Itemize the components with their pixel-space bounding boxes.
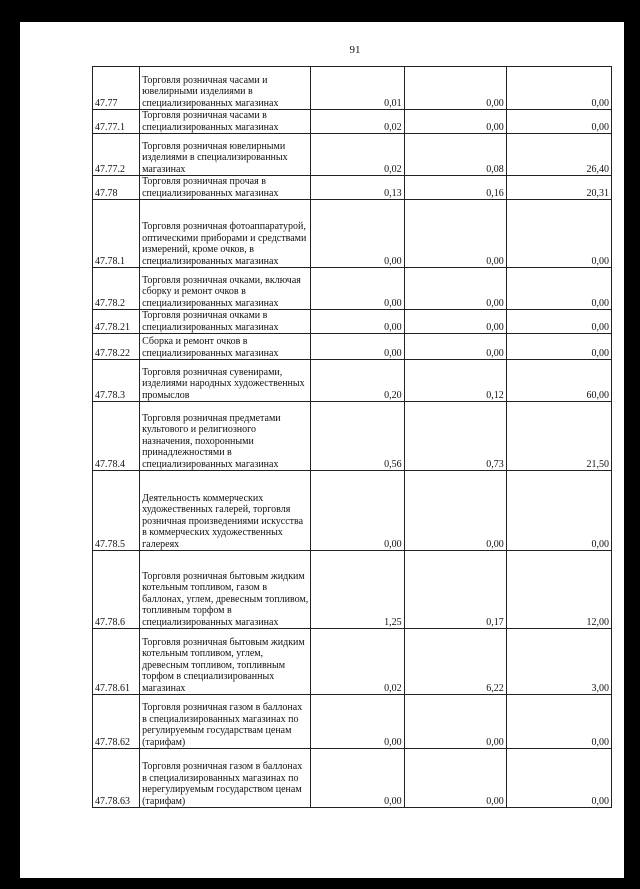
row-name: Сборка и ремонт очков в специализированных магазинах	[140, 334, 311, 360]
table-row	[93, 749, 612, 808]
page-number: 91	[349, 44, 361, 56]
row-name: Торговля розничная часами и ювелирными изделиями в специализированных магазинах	[140, 67, 311, 110]
row-value-3: 0,00	[506, 471, 611, 551]
row-value-1: 0,00	[311, 334, 404, 360]
row-code: 47.78.2	[93, 268, 140, 310]
row-value-1: 0,02	[311, 134, 404, 176]
row-value-1: 0,00	[311, 471, 404, 551]
row-value-2: 0,17	[404, 551, 506, 629]
table-row	[93, 402, 612, 471]
row-value-3: 60,00	[506, 360, 611, 402]
row-value-3: 0,00	[506, 110, 611, 134]
row-name: Торговля розничная бытовым жидким котельным топливом, газом в баллонах, углем, древесным топливом, топливным торфом в специализированных магазинах	[140, 551, 311, 629]
row-code: 47.78.1	[93, 200, 140, 268]
table-row	[93, 471, 612, 551]
row-value-2: 0,00	[404, 334, 506, 360]
row-name: Торговля розничная прочая в специализированных магазинах	[140, 176, 311, 200]
row-value-1: 0,00	[311, 200, 404, 268]
row-code: 47.77.1	[93, 110, 140, 134]
row-name: Торговля розничная очками в специализированных магазинах	[140, 310, 311, 334]
okved-table	[92, 66, 612, 808]
table-row	[93, 360, 612, 402]
row-value-3: 3,00	[506, 629, 611, 695]
row-value-1: 0,01	[311, 67, 404, 110]
row-value-2: 0,00	[404, 695, 506, 749]
row-value-1: 0,56	[311, 402, 404, 471]
row-value-1: 0,02	[311, 629, 404, 695]
row-value-1: 0,00	[311, 749, 404, 808]
row-value-2: 0,00	[404, 110, 506, 134]
row-value-1: 1,25	[311, 551, 404, 629]
row-name: Торговля розничная бытовым жидким котельным топливом, углем, древесным топливом, топливным торфом в специализированных магазинах	[140, 629, 311, 695]
row-value-2: 0,00	[404, 471, 506, 551]
row-name: Торговля розничная газом в баллонах в специализированных магазинах по нерегулируемым государством ценам (тарифам)	[140, 749, 311, 808]
row-value-2: 0,08	[404, 134, 506, 176]
row-name: Деятельность коммерческих художественных галерей, торговля розничная произведениями искусства в коммерческих художественных галереях	[140, 471, 311, 551]
row-name: Торговля розничная ювелирными изделиями в специализированных магазинах	[140, 134, 311, 176]
row-value-3: 20,31	[506, 176, 611, 200]
row-name: Торговля розничная газом в баллонах в специализированных магазинах по регулируемым государствам ценам (тарифам)	[140, 695, 311, 749]
row-value-2: 0,73	[404, 402, 506, 471]
row-code: 47.78.3	[93, 360, 140, 402]
row-code: 47.78	[93, 176, 140, 200]
row-value-3: 0,00	[506, 749, 611, 808]
row-name: Торговля розничная фотоаппаратурой, оптическими приборами и средствами измерений, кроме очков, в специализированных магазинах	[140, 200, 311, 268]
row-value-2: 0,00	[404, 200, 506, 268]
row-code: 47.78.5	[93, 471, 140, 551]
row-code: 47.78.6	[93, 551, 140, 629]
row-code: 47.78.21	[93, 310, 140, 334]
row-name: Торговля розничная предметами культового и религиозного назначения, похоронными принадлежностями в специализированных магазинах	[140, 402, 311, 471]
row-value-3: 0,00	[506, 67, 611, 110]
row-value-2: 0,12	[404, 360, 506, 402]
row-code: 47.77	[93, 67, 140, 110]
table-row	[93, 200, 612, 268]
row-value-3: 0,00	[506, 695, 611, 749]
row-value-2: 0,00	[404, 67, 506, 110]
row-value-1: 0,13	[311, 176, 404, 200]
row-value-2: 0,00	[404, 749, 506, 808]
row-code: 47.77.2	[93, 134, 140, 176]
row-value-3: 0,00	[506, 268, 611, 310]
row-value-3: 0,00	[506, 310, 611, 334]
row-code: 47.78.61	[93, 629, 140, 695]
table-row	[93, 110, 612, 134]
table-row	[93, 551, 612, 629]
row-code: 47.78.62	[93, 695, 140, 749]
row-value-3: 26,40	[506, 134, 611, 176]
row-value-2: 0,00	[404, 310, 506, 334]
row-value-3: 12,00	[506, 551, 611, 629]
row-value-1: 0,00	[311, 695, 404, 749]
row-value-1: 0,00	[311, 268, 404, 310]
row-value-3: 0,00	[506, 334, 611, 360]
table-row	[93, 310, 612, 334]
table-row	[93, 334, 612, 360]
table-row	[93, 629, 612, 695]
table-row	[93, 176, 612, 200]
row-value-2: 6,22	[404, 629, 506, 695]
row-value-1: 0,00	[311, 310, 404, 334]
row-value-2: 0,16	[404, 176, 506, 200]
row-name: Торговля розничная очками, включая сборку и ремонт очков в специализированных магазинах	[140, 268, 311, 310]
table-row	[93, 134, 612, 176]
row-name: Торговля розничная часами в специализированных магазинах	[140, 110, 311, 134]
table-row	[93, 695, 612, 749]
row-name: Торговля розничная сувенирами, изделиями народных художественных промыслов	[140, 360, 311, 402]
row-value-1: 0,02	[311, 110, 404, 134]
row-value-3: 21,50	[506, 402, 611, 471]
table-row	[93, 268, 612, 310]
row-value-2: 0,00	[404, 268, 506, 310]
table-row	[93, 67, 612, 110]
row-code: 47.78.22	[93, 334, 140, 360]
row-value-3: 0,00	[506, 200, 611, 268]
row-code: 47.78.63	[93, 749, 140, 808]
row-code: 47.78.4	[93, 402, 140, 471]
row-value-1: 0,20	[311, 360, 404, 402]
